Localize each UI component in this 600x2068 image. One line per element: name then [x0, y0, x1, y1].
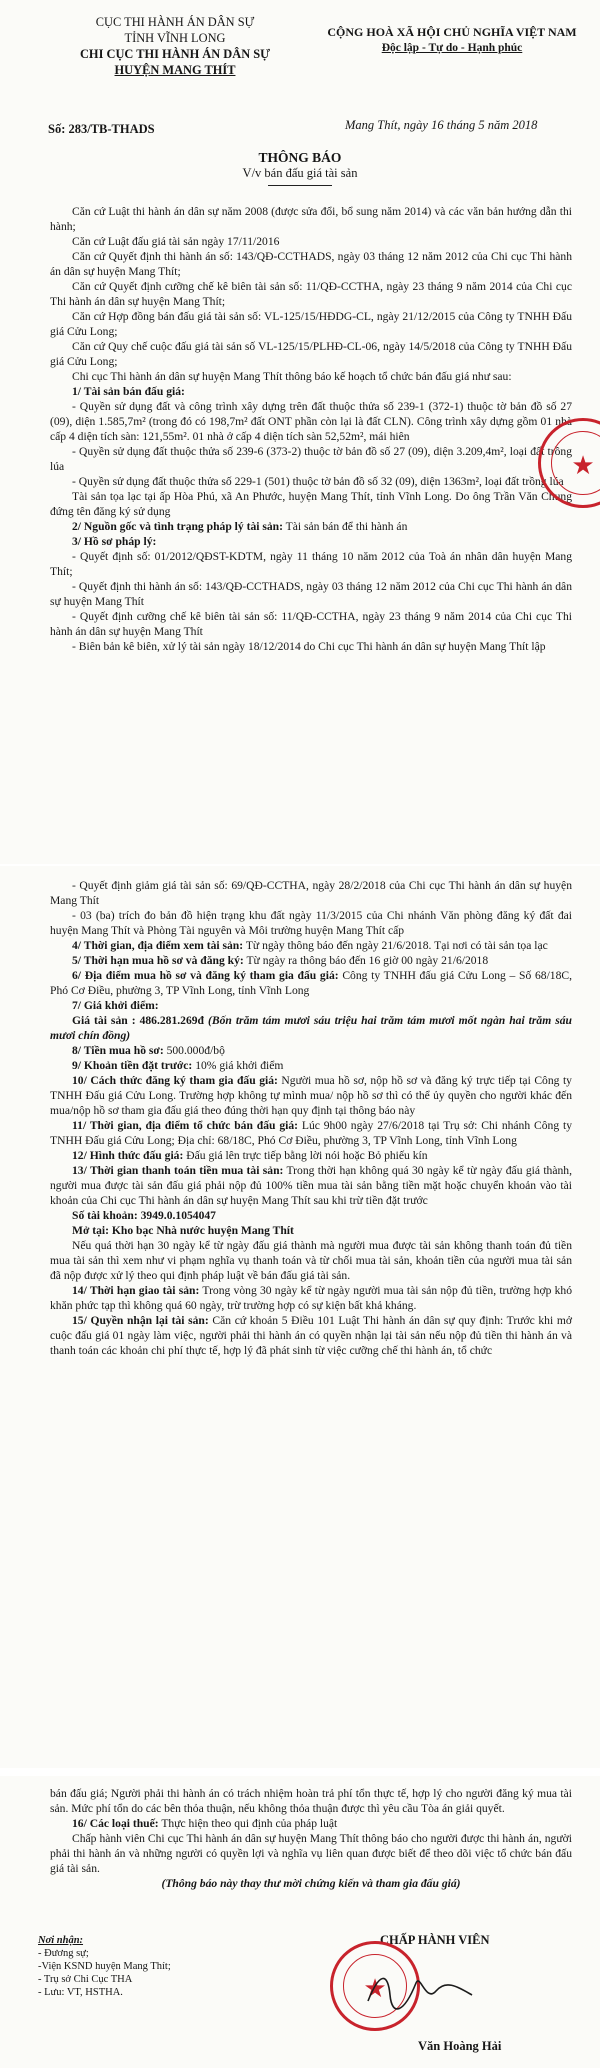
paragraph-text: Căn cứ Quy chế cuộc đấu giá tài sản số VL-125/15/PLHĐ-CL-06, ngày 14/5/2018 của Công ty TNHH Đấu giá Cửu Long; — [50, 340, 572, 368]
paragraph-text: (Thông báo này thay thư mời chứng kiến và tham gia đấu giá) — [161, 1877, 461, 1890]
place-and-date: Mang Thít, ngày 16 tháng 5 năm 2018 — [345, 118, 538, 132]
paragraph-text: - Quyền sử dụng đất thuộc thửa số 229-1 (501) thuộc tờ bản đồ số 32 (09), diện 1363m², loại đất trồng lúa — [72, 475, 564, 488]
paragraph-text: 6/ Địa điểm mua hồ sơ và đăng ký tham gia đấu giá: — [72, 969, 339, 982]
paragraph — [50, 1223, 572, 1238]
paragraph — [50, 908, 572, 938]
paragraph-text-continued: Tài sản bán để thi hành án — [282, 520, 408, 533]
paragraph-text: - Quyết định giảm giá tài sản số: 69/QĐ-CCTHA, ngày 28/2/2018 của Chi cục Thi hành án dân sự huyện Mang Thít — [50, 879, 572, 907]
paragraph — [50, 279, 572, 309]
signatory-title: CHẤP HÀNH VIÊN — [380, 1933, 490, 1947]
paragraph — [50, 1786, 572, 1816]
agency-line: CHI CỤC THI HÀNH ÁN DÂN SỰ — [79, 47, 270, 61]
paragraph-text: Nếu quá thời hạn 30 ngày kể từ ngày đấu giá thành mà người mua được tài sản không thanh toán đủ tiền mua tài sản thì xem như vi phạm nghĩa vụ thanh toán và từ chối mua tài sản, khoản tiền của người mua tài sản đã nộp được xử lý theo qui định pháp luật về bán đấu giá tài sản. — [50, 1239, 572, 1282]
paragraph-text-continued: Trong vòng 30 ngày kể từ ngày người mua tài sản nộp đủ tiền, trường hợp khó khăn phức tạp thì không quá 60 ngày, trừ trường hợp có sự kiện bất khả kháng. — [50, 1284, 572, 1312]
paragraph-text: Căn cứ Hợp đồng bán đấu giá tài sản số: VL-125/15/HĐDG-CL, ngày 21/12/2015 của Công ty TNHH Đấu giá Cửu Long; — [50, 310, 572, 338]
signatory-name: Văn Hoàng Hải — [418, 2039, 502, 2053]
paragraph — [50, 579, 572, 609]
paragraph — [50, 1073, 572, 1118]
official-seal-stamp: ★ — [330, 1941, 420, 2031]
paragraph — [50, 339, 572, 369]
recipient-item: - Lưu: VT, HSTHA. — [38, 1987, 123, 1998]
paragraph — [50, 309, 572, 339]
body-text-page-3 — [50, 1786, 572, 1891]
paragraph-text: 10/ Cách thức đăng ký tham gia đấu giá: — [72, 1074, 278, 1087]
paragraph — [50, 1238, 572, 1283]
paragraph-text: 1/ Tài sản bán đấu giá: — [72, 385, 185, 398]
paragraph — [50, 474, 572, 489]
paragraph-text: - Quyền sử dụng đất và công trình xây dựng trên đất thuộc thửa số 239-1 (372-1) thuộc tờ bản đồ số 27 (09), diện 1.585,7m² (trong đó có 198,7m² đất ONT phần còn lại là đất CLN). Công trình xây dựng gồm 01 nhà cấp 4 diện tích sàn: 121,55m². 01 nhà ở cấp 4 diện tích sàn 52,52m², mái hiên — [50, 400, 572, 443]
paragraph — [50, 1118, 572, 1148]
recipient-item: -Viện KSND huyện Mang Thít; — [38, 1961, 171, 1972]
paragraph — [50, 1013, 572, 1043]
paragraph-text: Chấp hành viên Chi cục Thi hành án dân sự huyện Mang Thít thông báo cho người được thi hành án, người phải thi hành án và những người có quyền lợi và nghĩa vụ liên quan được biết để theo dõi việc tổ chức bán đấu giá tài sản. — [50, 1832, 572, 1875]
paragraph-text: Giá tài sản : 486.281.269đ — [72, 1014, 204, 1027]
paragraph-text: 15/ Quyền nhận lại tài sản: — [72, 1314, 209, 1327]
paragraph — [50, 444, 572, 474]
paragraph-text: 5/ Thời hạn mua hồ sơ và đăng ký: — [72, 954, 244, 967]
agency-line: HUYỆN MANG THÍT — [114, 63, 236, 77]
paragraph-text: 11/ Thời gian, địa điểm tổ chức bán đấu giá: — [72, 1119, 299, 1132]
paragraph — [50, 1816, 572, 1831]
paragraph-text: 9/ Khoản tiền đặt trước: — [72, 1059, 193, 1072]
paragraph-text: - Quyết định cưỡng chế kê biên tài sản số: 11/QĐ-CCTHA, ngày 23 tháng 9 năm 2014 của Chi cục Thi hành án dân sự huyện Mang Thít — [50, 610, 572, 638]
paragraph-text-continued: Thực hiện theo qui định của pháp luật — [158, 1817, 338, 1830]
paragraph-text-continued: Đấu giá lên trực tiếp bằng lời nói hoặc Bỏ phiếu kín — [183, 1149, 428, 1162]
paragraph — [50, 878, 572, 908]
paragraph — [50, 489, 572, 519]
paragraph — [50, 1148, 572, 1163]
title-underline — [268, 185, 332, 186]
paragraph — [50, 1876, 572, 1891]
paragraph-text-continued: Từ ngày thông báo đến ngày 21/6/2018. Tại nơi có tài sản tọa lạc — [243, 939, 548, 952]
paragraph — [50, 953, 572, 968]
paragraph — [50, 369, 572, 384]
paragraph — [50, 968, 572, 998]
paragraph-text: - 03 (ba) trích đo bản đồ hiện trạng khu đất ngày 11/3/2015 của Chi nhánh Văn phòng đăng ký đất đai huyện Mang Thít và Phòng Tài nguyên và Môi trường huyện Mang Thít cấp — [50, 909, 572, 937]
recipients-list — [38, 1934, 171, 1999]
paragraph — [50, 1058, 572, 1073]
paragraph — [50, 534, 572, 549]
recipient-item: - Trụ sở Chi Cục THA — [38, 1974, 133, 1985]
paragraph-text: Căn cứ Quyết định thi hành án số: 143/QĐ-CCTHADS, ngày 03 tháng 12 năm 2012 của Chi cục Thi hành án dân sự huyện Mang Thít; — [50, 250, 572, 278]
document-page-2 — [0, 866, 600, 1768]
paragraph-text: Căn cứ Luật đấu giá tài sản ngày 17/11/2016 — [72, 235, 280, 248]
paragraph — [50, 639, 572, 654]
paragraph-text: Tài sản tọa lạc tại ấp Hòa Phú, xã An Phước, huyện Mang Thít, tỉnh Vĩnh Long. Do ông Trần Văn Chung đứng tên đăng ký sử dụng — [50, 490, 572, 518]
paragraph — [50, 1313, 572, 1358]
paragraph-text-continued: Công ty TNHH đấu giá Cửu Long – Số 68/18C, Phó Cơ Điều, phường 3, TP Vĩnh Long, tỉnh Vĩnh Long — [50, 969, 573, 997]
paragraph-text: 12/ Hình thức đấu giá: — [72, 1149, 184, 1162]
paragraph-text-continued: 10% giá khởi điểm — [192, 1059, 284, 1072]
paragraph-text-continued: Từ ngày ra thông báo đến 16 giờ 00 ngày 21/6/2018 — [243, 954, 489, 967]
paragraph-text: Căn cứ Luật thi hành án dân sự năm 2008 (được sửa đổi, bổ sung năm 2014) và các văn bản hướng dẫn thi hành; — [50, 205, 572, 233]
document-page-3 — [0, 1776, 600, 2068]
nation-name: CỘNG HOÀ XÃ HỘI CHỦ NGHĨA VIỆT NAM — [327, 25, 577, 39]
paragraph-text: 8/ Tiền mua hồ sơ: — [72, 1044, 164, 1057]
body-text-page-2 — [50, 878, 572, 1358]
document-number: Số: 283/TB-THADS — [48, 122, 155, 136]
paragraph — [50, 399, 572, 444]
paragraph-text: 2/ Nguồn gốc và tình trạng pháp lý tài sản: — [72, 520, 283, 533]
paragraph — [50, 1043, 572, 1058]
paragraph — [50, 384, 572, 399]
paragraph-text: Mở tại: Kho bạc Nhà nước huyện Mang Thít — [72, 1224, 294, 1237]
paragraph-text-continued: Căn cứ khoản 5 Điều 101 Luật Thi hành án dân sự quy định: Trước khi mở cuộc đấu giá 01 ngày làm việc, người phải thi hành án có quyền nhận lại tài sản nếu nộp đủ tiền thi hành án và thanh toán các khoản chi phí thực tế, hợp lý đã phát sinh từ việc cưỡng chế thi hành án, tổ chức — [50, 1314, 572, 1357]
recipient-item: - Đương sự; — [38, 1948, 89, 1959]
body-text-page-1 — [50, 204, 572, 654]
paragraph — [50, 204, 572, 234]
paragraph-text: Chi cục Thi hành án dân sự huyện Mang Thít thông báo kế hoạch tổ chức bán đấu giá như sau: — [72, 370, 512, 383]
paragraph-text-continued: Trong thời hạn không quá 30 ngày kể từ ngày đấu giá thành, người mua được tài sản đấu giá phải nộp đủ 100% tiền mua tài sản bằng tiền mặt hoặc chuyển khoản vào tài khoản của Chi cục Thi hành án dân sự huyện Mang Thít sau khi trừ tiền đặt trước — [50, 1164, 572, 1207]
paragraph — [50, 519, 572, 534]
paragraph — [50, 1283, 572, 1313]
paragraph-text: - Quyết định thi hành án số: 143/QĐ-CCTHADS, ngày 03 tháng 12 năm 2012 của Chi cục Thi hành án dân sự huyện Mang Thít — [50, 580, 572, 608]
paragraph-text: 7/ Giá khởi điểm: — [72, 999, 159, 1012]
paragraph-text-continued: (Bốn trăm tám mươi sáu triệu hai trăm tám mươi mốt ngàn hai trăm sáu mươi chín đồng) — [50, 1014, 572, 1042]
handwritten-signature — [360, 1961, 480, 2021]
paragraph-text: bán đấu giá; Người phải thi hành án có trách nhiệm hoàn trả phí tổn thực tế, hợp lý cho người đăng ký mua tài sản. Mức phí tổn do các bên thỏa thuận, nếu không thỏa thuận được thì yêu cầu Tòa án giải quyết. — [50, 1787, 572, 1815]
document-subject: V/v bán đấu giá tài sản — [242, 166, 358, 180]
paragraph-text: Số tài khoản: 3949.0.1054047 — [72, 1209, 216, 1222]
paragraph-text: - Quyền sử dụng đất thuộc thửa số 239-6 (373-2) thuộc tờ bản đồ số 27 (09), diện 3.209,4m², loại đất trồng lúa — [50, 445, 572, 473]
paragraph — [50, 1831, 572, 1876]
paragraph-text: 14/ Thời hạn giao tài sản: — [72, 1284, 200, 1297]
paragraph — [50, 1163, 572, 1208]
paragraph-text: 13/ Thời gian thanh toán tiền mua tài sản: — [72, 1164, 284, 1177]
paragraph — [50, 938, 572, 953]
paragraph-text: Căn cứ Quyết định cưỡng chế kê biên tài sản số: 11/QĐ-CCTHA, ngày 23 tháng 9 năm 2014 của Chi cục Thi hành án dân sự huyện Mang Thít; — [50, 280, 572, 308]
paragraph-text: 3/ Hồ sơ pháp lý: — [72, 535, 157, 548]
document-title: THÔNG BÁO — [258, 150, 342, 165]
paragraph-text: - Quyết định số: 01/2012/QĐST-KDTM, ngày 11 tháng 10 năm 2012 của Toà án nhân dân huyện Mang Thít; — [50, 550, 572, 578]
agency-line: CỤC THI HÀNH ÁN DÂN SỰ — [95, 15, 255, 29]
agency-line: TỈNH VĨNH LONG — [124, 31, 226, 45]
partial-seal-stamp: ★ — [538, 418, 600, 508]
paragraph-text: - Biên bản kê biên, xử lý tài sản ngày 18/12/2014 do Chi cục Thi hành án dân sự huyện Mang Thít lập — [72, 640, 546, 653]
paragraph — [50, 249, 572, 279]
document-page-1 — [0, 0, 600, 864]
paragraph — [50, 1208, 572, 1223]
paragraph — [50, 998, 572, 1013]
recipients-title: Nơi nhận: — [38, 1935, 84, 1946]
paragraph-text: 4/ Thời gian, địa điểm xem tài sản: — [72, 939, 244, 952]
national-motto: Độc lập - Tự do - Hạnh phúc — [381, 42, 523, 54]
paragraph-text-continued: 500.000đ/bộ — [163, 1044, 225, 1057]
paragraph — [50, 234, 572, 249]
paragraph-text: 16/ Các loại thuế: — [72, 1817, 159, 1830]
paragraph — [50, 549, 572, 579]
paragraph-text-continued: Lúc 9h00 ngày 27/6/2018 tại Trụ sở: Chi nhánh Công ty TNHH Đấu giá Cửu Long; Địa chỉ: 68/18C, Phó Cơ Điều, phường 3, TP Vĩnh Long, tỉnh Vĩnh Long — [50, 1119, 573, 1147]
paragraph — [50, 609, 572, 639]
paragraph-text-continued: Người mua hồ sơ, nộp hồ sơ và đăng ký trực tiếp tại Công ty TNHH Đấu giá Cửu Long. Trường hợp không tự mình mua/ nộp hồ sơ thì có thể ủy quyền cho người khác đến mua/nộp hồ sơ tham gia đấu giá theo đúng thời hạn quy định tại thông báo này — [50, 1074, 572, 1117]
issuing-agency — [40, 14, 310, 78]
national-header — [320, 24, 584, 56]
